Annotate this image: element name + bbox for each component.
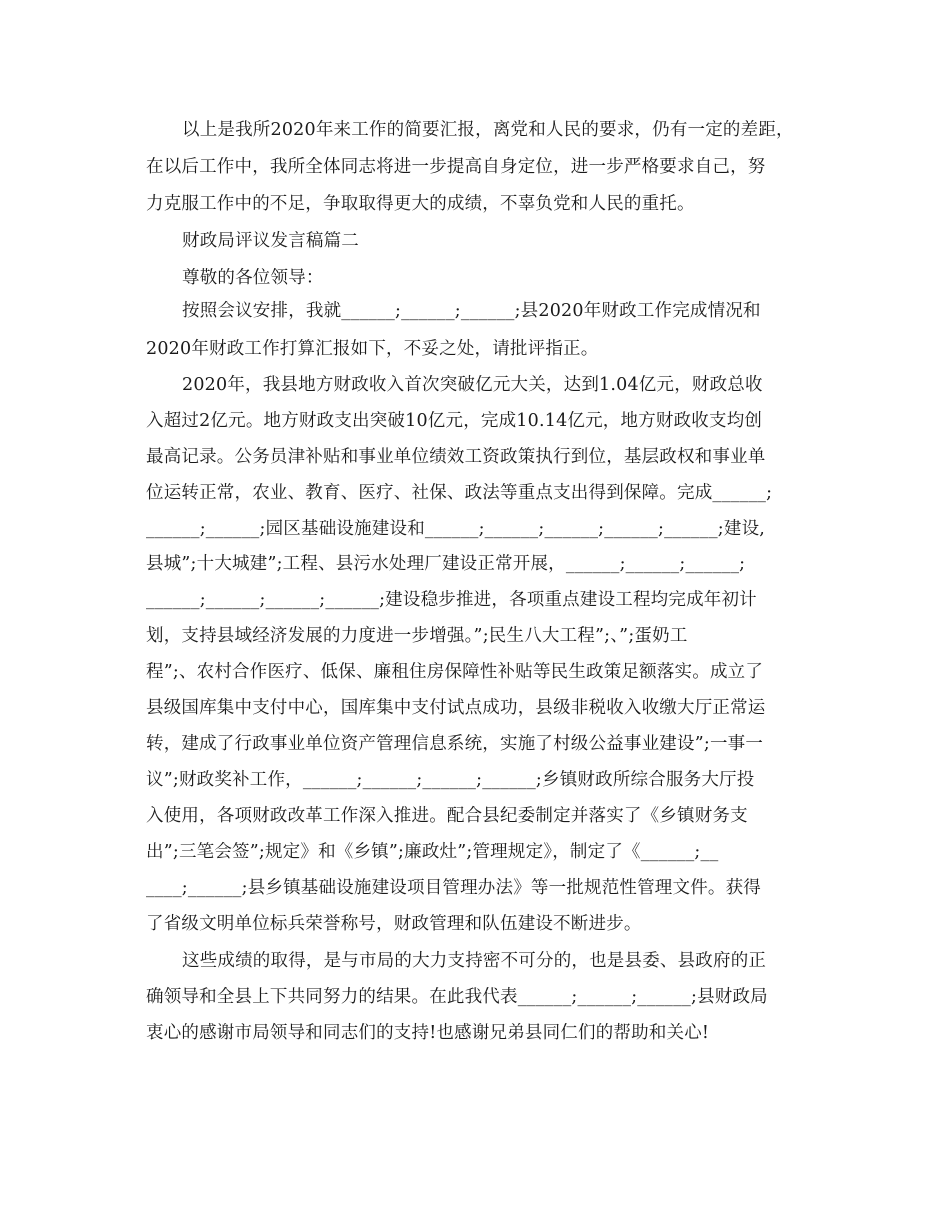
- text-line: 议”;财政奖补工作，______;______;______;______;乡镇财政所综合服务大厅投: [146, 770, 755, 790]
- text-line: 县级国库集中支付中心，国库集中支付试点成功，县级非税收入收缴大厅正常运: [146, 698, 766, 718]
- text-line: 位运转正常，农业、教育、医疗、社保、政法等重点支出得到保障。完成______;: [146, 483, 773, 503]
- text-line: 这些成绩的取得，是与市局的大力支持密不可分的，也是县委、县政府的正: [182, 951, 767, 971]
- text-line: 划，支持县域经济发展的力度进一步增强。”;民生八大工程”;、”;蛋奶工: [146, 626, 688, 646]
- text-line: 出”;三笔会签”;规定》和《乡镇”;廉政灶”;管理规定》，制定了《______;__: [146, 842, 719, 862]
- text-line: 按照会议安排，我就______;______;______;县2020年财政工作完成情况和: [182, 301, 761, 321]
- text-line: 衷心的感谢市局领导和同志们的支持!也感谢兄弟县同仁们的帮助和关心!: [146, 1023, 710, 1043]
- text-line: 县城”;十大城建”;工程、县污水处理厂建设正常开展，______;______;______;: [146, 554, 746, 574]
- text-line: 入超过2亿元。地方财政支出突破10亿元，完成10.14亿元，地方财政收支均创: [146, 411, 763, 431]
- salutation: 尊敬的各位领导：: [182, 268, 324, 288]
- text-line: 最高记录。公务员津补贴和事业单位绩效工资政策执行到位，基层政权和事业单: [146, 447, 766, 467]
- text-line: 以上是我所2020年来工作的简要汇报，离党和人民的要求，仍有一定的差距，: [182, 120, 794, 140]
- section-heading: 财政局评议发言稿篇二: [182, 231, 359, 251]
- text-line: 程”;、农村合作医疗、低保、廉租住房保障性补贴等民生政策足额落实。成立了: [146, 662, 764, 682]
- text-line: 入使用，各项财政改革工作深入推进。配合县纪委制定并落实了《乡镇财务支: [146, 806, 748, 826]
- text-line: 在以后工作中，我所全体同志将进一步提高自身定位，进一步严格要求自己，努: [146, 157, 766, 177]
- text-line: 力克服工作中的不足，争取取得更大的成绩，不辜负党和人民的重托。: [146, 194, 695, 214]
- text-line: 2020年财政工作打算汇报如下，不妥之处，请批评指正。: [146, 339, 599, 359]
- text-line: ____;______;县乡镇基础设施建设项目管理办法》等一批规范性管理文件。获得: [146, 878, 761, 898]
- text-line: ______;______;园区基础设施建设和______;______;______;______;______;建设,: [146, 519, 766, 539]
- text-line: ______;______;______;______;建设稳步推进，各项重点建设工程均完成年初计: [146, 590, 757, 610]
- text-line: 了省级文明单位标兵荣誉称号，财政管理和队伍建设不断进步。: [146, 914, 642, 934]
- text-line: 转，建成了行政事业单位资产管理信息系统，实施了村级公益事业建设”;一事一: [146, 734, 764, 754]
- text-line: 确领导和全县上下共同努力的结果。在此我代表______;______;______;县财政局: [146, 987, 768, 1007]
- text-line: 2020年，我县地方财政收入首次突破亿元大关，达到1.04亿元，财政总收: [182, 375, 763, 395]
